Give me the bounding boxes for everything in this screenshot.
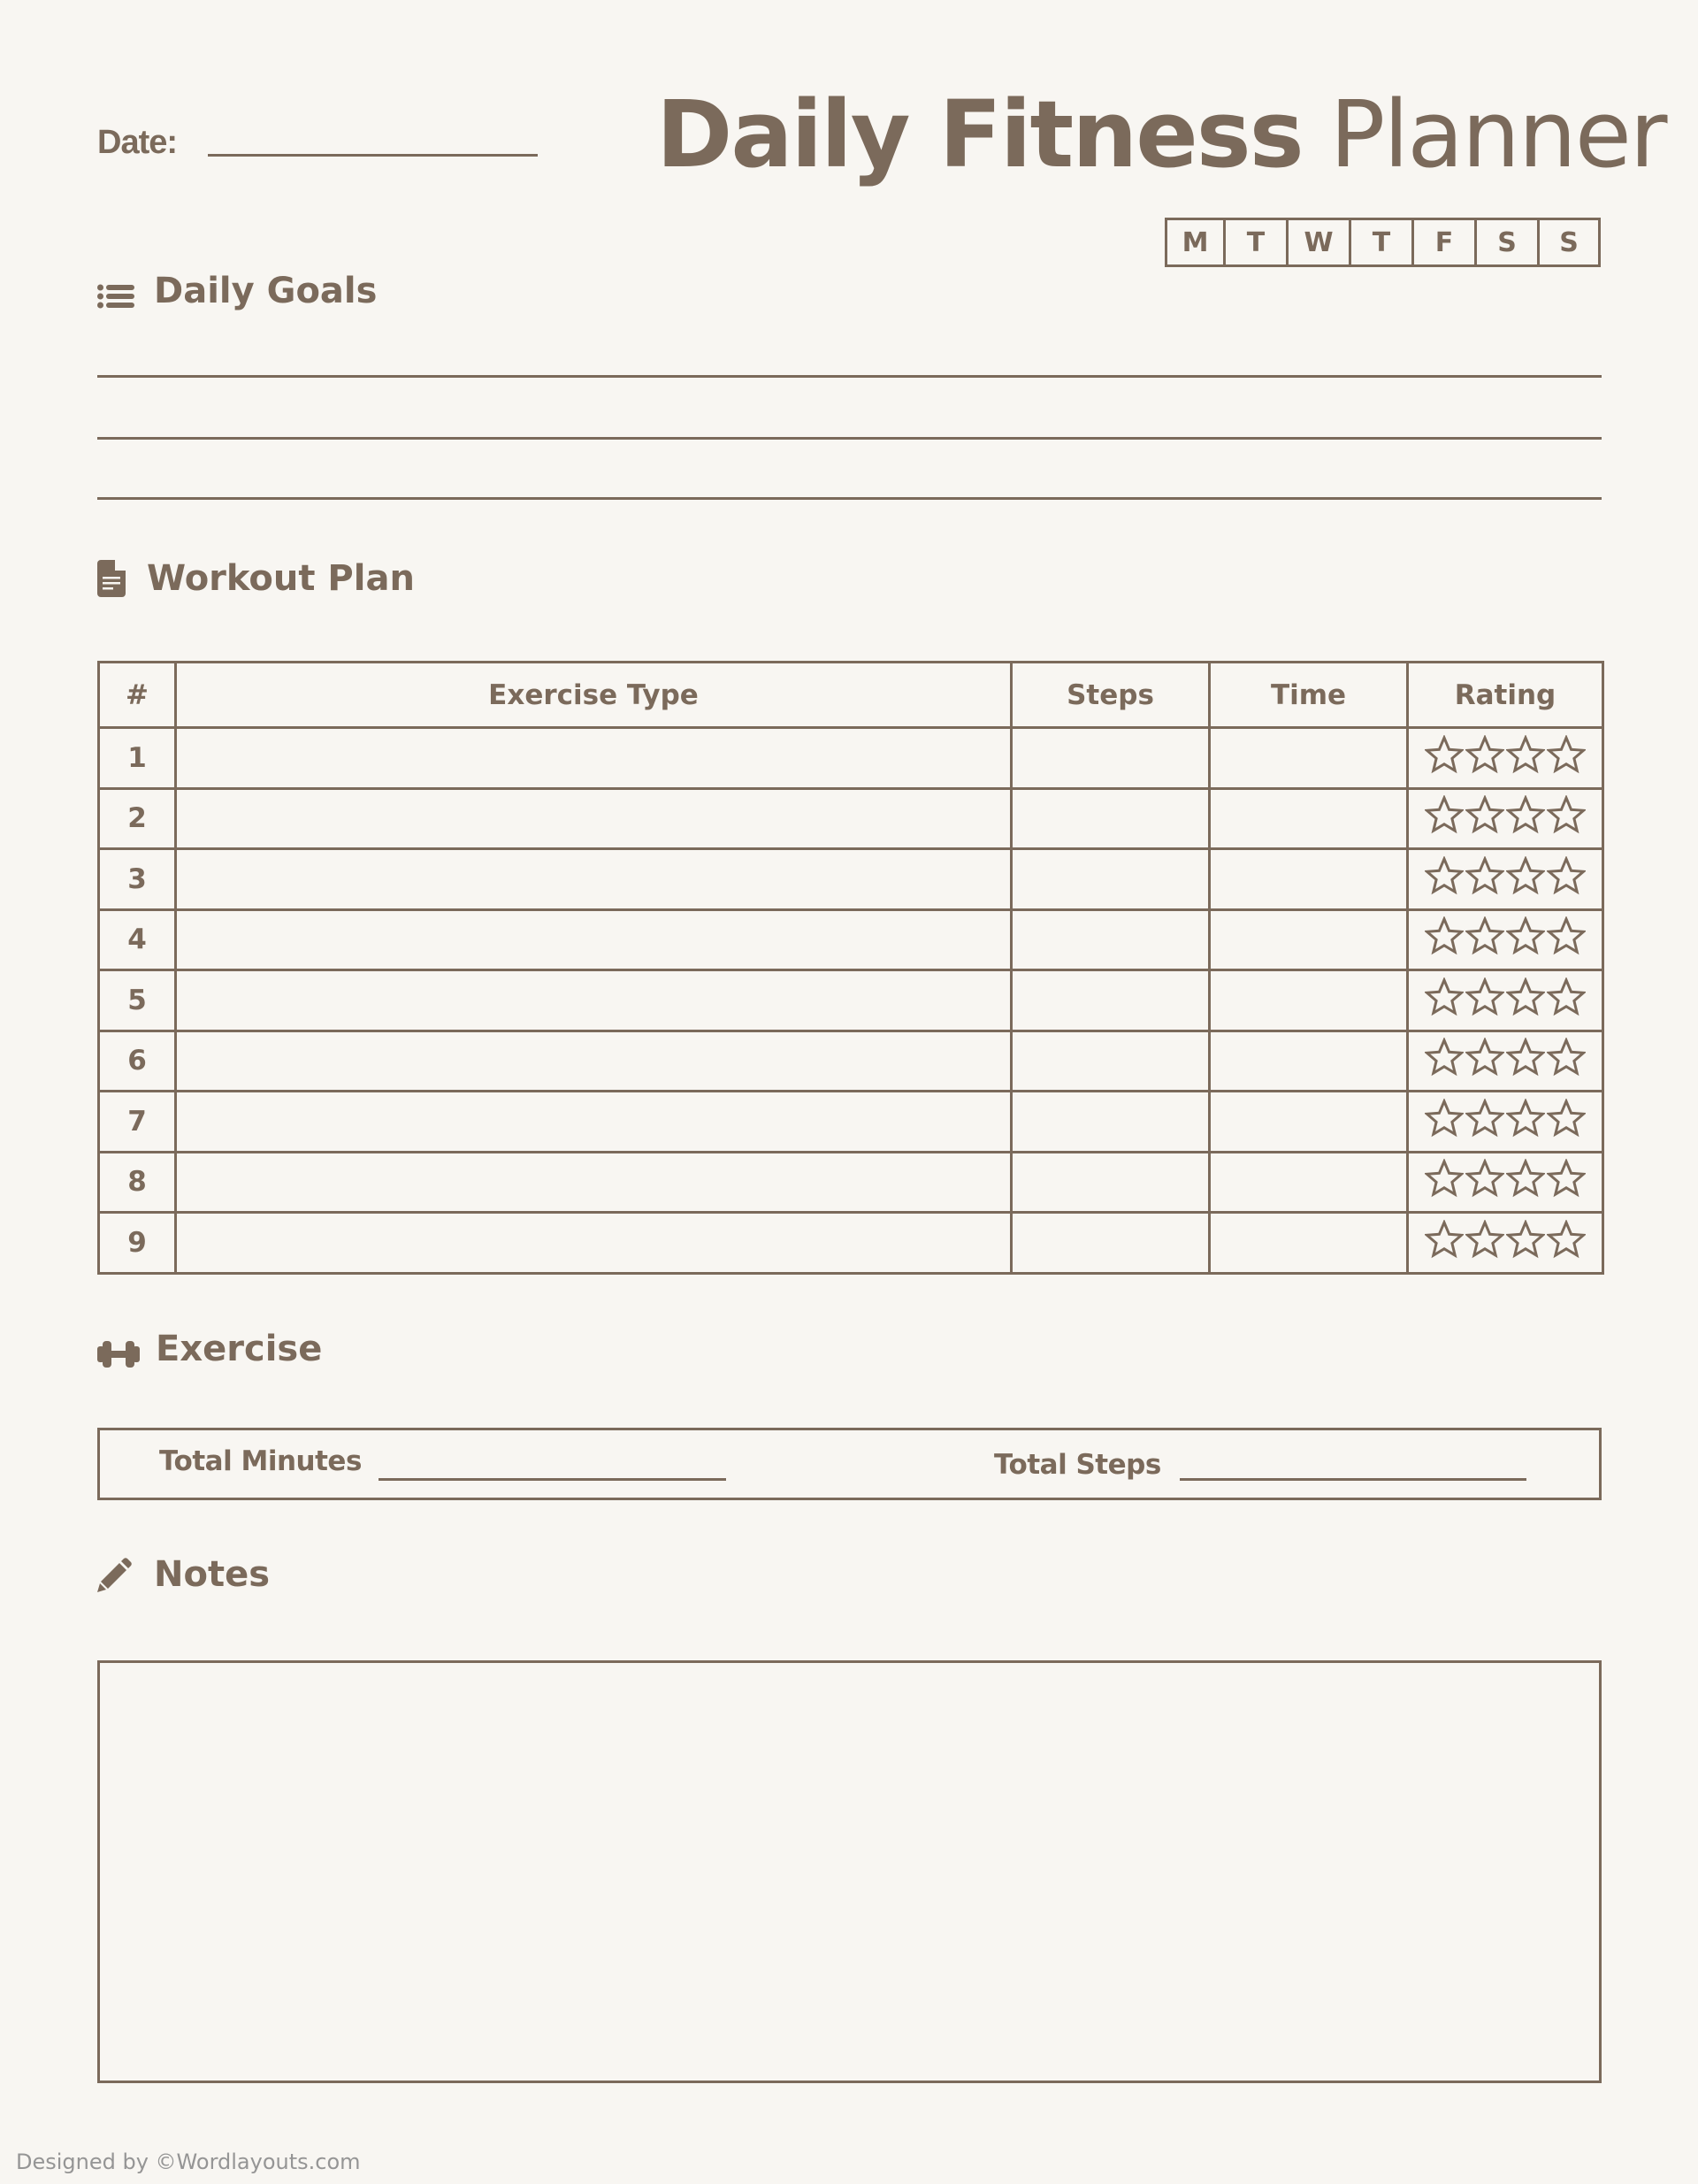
- section-daily-goals-heading: [97, 271, 377, 311]
- table-row: [99, 728, 1603, 789]
- total-steps-field[interactable]: [1180, 1478, 1526, 1481]
- page-title: [656, 80, 1666, 188]
- pencil-icon: [97, 1557, 133, 1592]
- rating-cell: [1408, 728, 1603, 789]
- table-row: [99, 970, 1603, 1031]
- time-cell[interactable]: [1210, 1152, 1408, 1213]
- star-icon[interactable]: [1425, 795, 1464, 841]
- star-icon[interactable]: [1465, 977, 1504, 1023]
- exercise-type-cell[interactable]: [176, 1031, 1012, 1092]
- star-icon[interactable]: [1547, 1099, 1586, 1145]
- notes-area[interactable]: [97, 1660, 1602, 2083]
- time-cell[interactable]: [1210, 849, 1408, 910]
- column-header-steps: Steps: [1012, 663, 1210, 728]
- star-rating: [1409, 735, 1602, 781]
- section-notes-heading: [97, 1554, 270, 1595]
- page-title-light: Planner: [1329, 80, 1666, 188]
- steps-cell[interactable]: [1012, 1031, 1210, 1092]
- section-workout-plan-heading: [97, 558, 415, 599]
- row-number: 3: [99, 849, 176, 910]
- steps-cell[interactable]: [1012, 728, 1210, 789]
- date-label: Date:: [97, 124, 178, 161]
- row-number: 5: [99, 970, 176, 1031]
- exercise-type-cell[interactable]: [176, 849, 1012, 910]
- row-number: 1: [99, 728, 176, 789]
- star-icon[interactable]: [1506, 916, 1545, 962]
- row-number: 7: [99, 1092, 176, 1153]
- exercise-type-cell[interactable]: [176, 1152, 1012, 1213]
- star-rating: [1409, 977, 1602, 1023]
- column-header-time: Time: [1210, 663, 1408, 728]
- exercise-type-cell[interactable]: [176, 1213, 1012, 1274]
- table-row: [99, 788, 1603, 849]
- steps-cell[interactable]: [1012, 788, 1210, 849]
- star-rating: [1409, 916, 1602, 962]
- star-icon[interactable]: [1506, 1159, 1545, 1205]
- star-icon[interactable]: [1465, 856, 1504, 902]
- weekday-thursday[interactable]: T: [1351, 220, 1414, 264]
- steps-cell[interactable]: [1012, 1213, 1210, 1274]
- rating-cell: [1408, 1031, 1603, 1092]
- rating-cell: [1408, 1092, 1603, 1153]
- star-icon[interactable]: [1465, 735, 1504, 781]
- row-number: 2: [99, 788, 176, 849]
- exercise-type-cell[interactable]: [176, 970, 1012, 1031]
- star-rating: [1409, 795, 1602, 841]
- star-icon[interactable]: [1547, 856, 1586, 902]
- star-icon[interactable]: [1425, 916, 1464, 962]
- steps-cell[interactable]: [1012, 1152, 1210, 1213]
- footer-credit: Designed by ©Wordlayouts.com: [16, 2150, 361, 2174]
- row-number: 4: [99, 909, 176, 970]
- weekday-sunday[interactable]: S: [1559, 226, 1579, 258]
- star-rating: [1409, 1220, 1602, 1266]
- rating-cell: [1408, 1213, 1603, 1274]
- weekday-selector: [1165, 218, 1601, 267]
- goal-line-1[interactable]: [97, 375, 1602, 378]
- table-row: [99, 1213, 1603, 1274]
- column-header-exercise-type: Exercise Type: [176, 663, 1012, 728]
- total-steps-label: Total Steps: [994, 1449, 1161, 1481]
- star-icon[interactable]: [1425, 977, 1464, 1023]
- row-number: 9: [99, 1213, 176, 1274]
- rating-cell: [1408, 1152, 1603, 1213]
- exercise-type-cell[interactable]: [176, 909, 1012, 970]
- star-rating: [1409, 1159, 1602, 1205]
- document-icon: [97, 560, 126, 597]
- star-icon[interactable]: [1547, 1159, 1586, 1205]
- star-icon[interactable]: [1425, 1099, 1464, 1145]
- star-icon[interactable]: [1506, 1099, 1545, 1145]
- star-icon[interactable]: [1547, 1220, 1586, 1266]
- total-minutes-label: Total Minutes: [159, 1445, 362, 1477]
- section-workout-plan-title: Workout Plan: [147, 558, 415, 599]
- time-cell[interactable]: [1210, 1213, 1408, 1274]
- star-icon[interactable]: [1425, 1159, 1464, 1205]
- time-cell[interactable]: [1210, 728, 1408, 789]
- page-title-bold: Daily Fitness: [656, 80, 1303, 188]
- star-icon[interactable]: [1425, 856, 1464, 902]
- table-row: [99, 909, 1603, 970]
- time-cell[interactable]: [1210, 1031, 1408, 1092]
- dumbbell-icon: [97, 1336, 140, 1362]
- star-icon[interactable]: [1506, 1220, 1545, 1266]
- star-icon[interactable]: [1425, 1220, 1464, 1266]
- time-cell[interactable]: [1210, 788, 1408, 849]
- time-cell[interactable]: [1210, 909, 1408, 970]
- goal-line-2[interactable]: [97, 437, 1602, 440]
- star-icon[interactable]: [1506, 795, 1545, 841]
- weekday-friday[interactable]: F: [1414, 220, 1477, 264]
- rating-cell: [1408, 909, 1603, 970]
- weekday-monday[interactable]: M: [1167, 220, 1226, 264]
- rating-cell: [1408, 849, 1603, 910]
- star-icon[interactable]: [1425, 1038, 1464, 1084]
- star-icon[interactable]: [1506, 856, 1545, 902]
- section-notes-title: Notes: [154, 1554, 271, 1595]
- star-icon[interactable]: [1547, 795, 1586, 841]
- steps-cell[interactable]: [1012, 909, 1210, 970]
- star-icon[interactable]: [1506, 735, 1545, 781]
- total-minutes-field[interactable]: [379, 1478, 726, 1481]
- rating-cell: [1408, 970, 1603, 1031]
- workout-table: [97, 661, 1604, 1275]
- star-icon[interactable]: [1465, 1159, 1504, 1205]
- table-header-row: [99, 663, 1603, 728]
- exercise-type-cell[interactable]: [176, 728, 1012, 789]
- row-number: 6: [99, 1031, 176, 1092]
- table-row: [99, 1031, 1603, 1092]
- list-icon: [97, 278, 134, 304]
- date-field[interactable]: [208, 154, 538, 157]
- exercise-type-cell[interactable]: [176, 1092, 1012, 1153]
- weekday-wednesday[interactable]: W: [1289, 220, 1351, 264]
- star-icon[interactable]: [1465, 1099, 1504, 1145]
- table-row: [99, 849, 1603, 910]
- row-number: 8: [99, 1152, 176, 1213]
- time-cell[interactable]: [1210, 1092, 1408, 1153]
- weekday-tuesday[interactable]: T: [1226, 220, 1289, 264]
- star-icon[interactable]: [1506, 977, 1545, 1023]
- star-icon[interactable]: [1465, 916, 1504, 962]
- exercise-type-cell[interactable]: [176, 788, 1012, 849]
- steps-cell[interactable]: [1012, 849, 1210, 910]
- star-icon[interactable]: [1547, 1038, 1586, 1084]
- star-icon[interactable]: [1465, 795, 1504, 841]
- section-exercise-title: Exercise: [156, 1329, 323, 1369]
- star-icon[interactable]: [1465, 1220, 1504, 1266]
- star-rating: [1409, 1038, 1602, 1084]
- column-header-rating: Rating: [1408, 663, 1603, 728]
- star-rating: [1409, 856, 1602, 902]
- steps-cell[interactable]: [1012, 1092, 1210, 1153]
- star-icon[interactable]: [1465, 1038, 1504, 1084]
- star-rating: [1409, 1099, 1602, 1145]
- rating-cell: [1408, 788, 1603, 849]
- steps-cell[interactable]: [1012, 970, 1210, 1031]
- weekday-saturday[interactable]: S: [1477, 220, 1540, 264]
- section-exercise-heading: [97, 1329, 322, 1369]
- star-icon[interactable]: [1425, 735, 1464, 781]
- time-cell[interactable]: [1210, 970, 1408, 1031]
- star-icon[interactable]: [1547, 735, 1586, 781]
- column-header-number: #: [99, 663, 176, 728]
- star-icon[interactable]: [1506, 1038, 1545, 1084]
- table-row: [99, 1152, 1603, 1213]
- goal-line-3[interactable]: [97, 497, 1602, 500]
- table-row: [99, 1092, 1603, 1153]
- star-icon[interactable]: [1547, 916, 1586, 962]
- section-daily-goals-title: Daily Goals: [154, 271, 378, 311]
- star-icon[interactable]: [1547, 977, 1586, 1023]
